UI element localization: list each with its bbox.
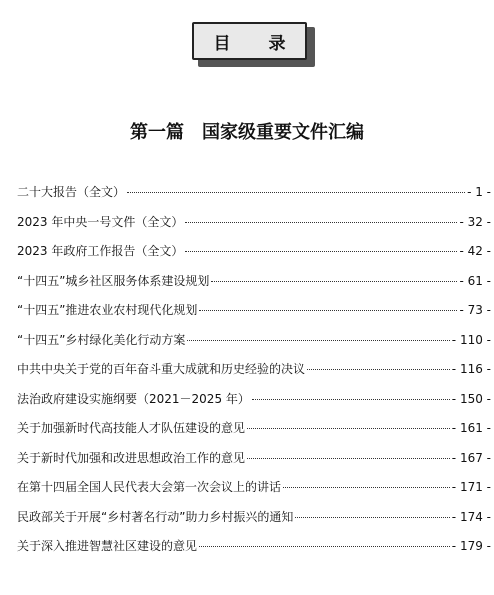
toc-entry-title: 关于加强新时代高技能人才队伍建设的意见 <box>17 421 246 435</box>
toc-entry-title: 2023 年政府工作报告（全文） <box>17 244 184 258</box>
toc-dot-leader <box>185 222 457 223</box>
toc-entry-title: 关于深入推进智慧社区建设的意见 <box>17 539 198 553</box>
toc-entry-page: - 174 - <box>451 509 491 524</box>
toc-entry[interactable] <box>17 390 491 420</box>
toc-entry[interactable] <box>17 419 491 449</box>
toc-entry-page: - 1 - <box>467 185 491 199</box>
toc-entry[interactable] <box>17 508 491 538</box>
toc-entry[interactable] <box>17 242 491 272</box>
toc-entry-page: - 73 - <box>459 303 491 317</box>
toc-entry[interactable] <box>17 360 491 390</box>
table-of-contents <box>17 183 491 567</box>
toc-dot-leader <box>247 428 450 429</box>
toc-entry-page: - 179 - <box>451 539 491 553</box>
toc-entry-title: 民政部关于开展“乡村著名行动”助力乡村振兴的通知 <box>17 509 294 524</box>
toc-entry-title: 关于新时代加强和改进思想政治工作的意见 <box>17 450 246 465</box>
toc-dot-leader <box>127 192 465 193</box>
toc-dot-leader <box>252 399 450 400</box>
toc-entry-title: 二十大报告（全文） <box>17 185 126 199</box>
toc-entry-page: - 61 - <box>459 273 491 288</box>
toc-entry-page: - 167 - <box>451 450 491 465</box>
toc-entry-page: - 42 - <box>459 244 491 258</box>
toc-dot-leader <box>247 458 450 459</box>
toc-entry-title: 在第十四届全国人民代表大会第一次会议上的讲话 <box>17 480 282 494</box>
toc-entry-title: 法治政府建设实施纲要（2021－2025 年） <box>17 391 250 406</box>
toc-dot-leader <box>187 340 449 341</box>
toc-header-box <box>192 22 307 60</box>
toc-entry-page: - 116 - <box>451 362 491 376</box>
toc-entry[interactable] <box>17 449 491 479</box>
toc-entry[interactable] <box>17 272 491 302</box>
toc-dot-leader <box>295 517 449 518</box>
toc-entry[interactable] <box>17 183 491 213</box>
toc-dot-leader <box>211 281 457 282</box>
toc-entry-page: - 171 - <box>451 480 491 494</box>
toc-dot-leader <box>283 487 450 488</box>
toc-header-label: 目 录 <box>213 33 302 54</box>
toc-entry-page: - 110 - <box>451 332 491 347</box>
toc-entry-title: 2023 年中央一号文件（全文） <box>17 214 184 229</box>
toc-entry-title: “十四五”推进农业农村现代化规划 <box>17 303 198 317</box>
toc-dot-leader <box>185 251 457 252</box>
toc-entry-title: 中共中央关于党的百年奋斗重大成就和历史经验的决议 <box>17 362 306 376</box>
toc-entry[interactable] <box>17 301 491 331</box>
toc-dot-leader <box>199 546 450 547</box>
toc-entry[interactable] <box>17 331 491 361</box>
toc-entry-page: - 161 - <box>451 421 491 435</box>
toc-entry-title: “十四五”城乡社区服务体系建设规划 <box>17 273 210 288</box>
toc-entry-title: “十四五”乡村绿化美化行动方案 <box>17 332 186 347</box>
toc-entry-page: - 150 - <box>451 391 491 406</box>
toc-entry[interactable] <box>17 537 491 567</box>
toc-dot-leader <box>307 369 450 370</box>
toc-dot-leader <box>199 310 457 311</box>
section-title: 第一篇 国家级重要文件汇编 <box>130 122 364 143</box>
toc-entry[interactable] <box>17 478 491 508</box>
toc-entry-page: - 32 - <box>459 214 491 229</box>
toc-entry[interactable] <box>17 213 491 243</box>
